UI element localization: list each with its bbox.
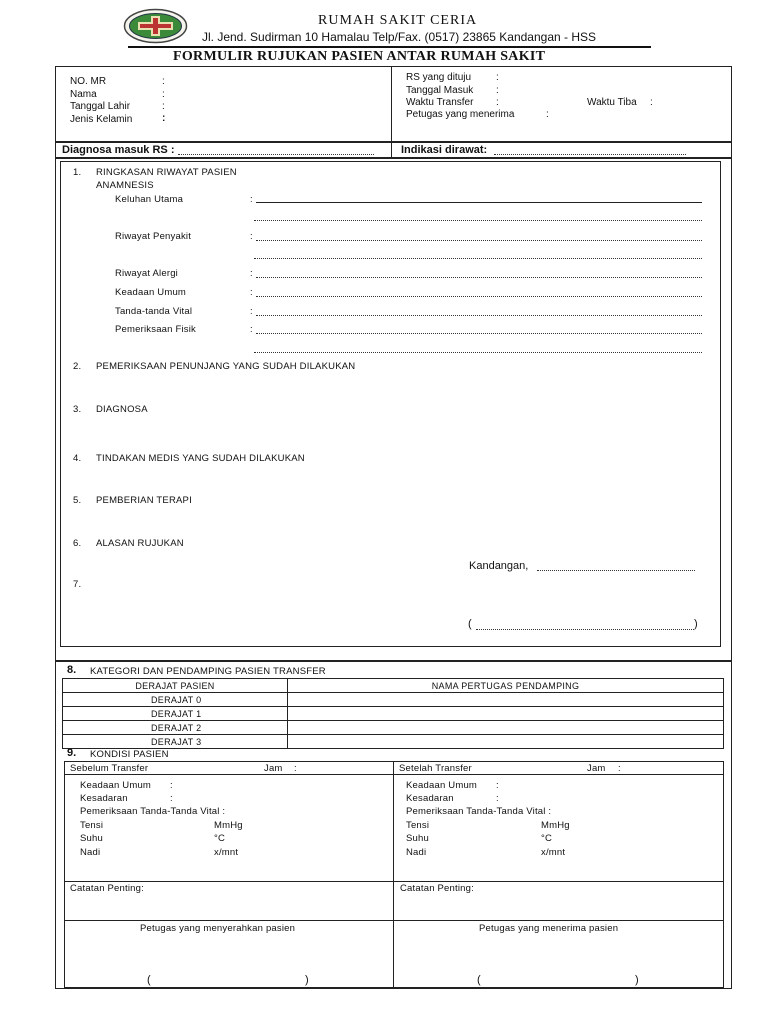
diagnosis-row-divider	[391, 142, 392, 158]
pemeriksaan-fisik-field[interactable]	[256, 333, 702, 334]
section-8-title: KATEGORI DAN PENDAMPING PASIEN TRANSFER	[90, 666, 326, 677]
petugas-menerima-field[interactable]: :	[546, 109, 549, 120]
before-keadaan-field[interactable]: :	[170, 780, 173, 791]
after-transfer-title: Setelah Transfer	[399, 763, 472, 774]
pendamping-field-3[interactable]	[288, 735, 724, 749]
section-6-title: ALASAN RUJUKAN	[96, 538, 184, 549]
header-divider	[128, 46, 651, 48]
keadaan-umum-label: Keadaan Umum	[115, 287, 187, 298]
derajat-1: DERAJAT 1	[63, 707, 288, 721]
doctor-sign-open: (	[468, 618, 472, 630]
pendamping-field-2[interactable]	[288, 721, 724, 735]
before-catatan-label: Catatan Penting:	[70, 883, 144, 894]
after-sign-open: (	[477, 974, 481, 986]
after-keadaan-field[interactable]: :	[496, 780, 499, 791]
before-sign-close: )	[305, 974, 309, 986]
indikasi-dirawat-label: Indikasi dirawat:	[401, 144, 488, 156]
riwayat-penyakit-field[interactable]	[256, 240, 702, 241]
place-date-field[interactable]	[537, 570, 695, 571]
keluhan-utama-field[interactable]	[256, 202, 702, 203]
after-sign-close: )	[635, 974, 639, 986]
riwayat-penyakit-label: Riwayat Penyakit	[115, 231, 192, 242]
doctor-signature-field[interactable]	[476, 629, 694, 630]
hospital-name: RUMAH SAKIT CERIA	[318, 13, 478, 25]
keadaan-umum-field[interactable]	[256, 296, 702, 297]
section-9-title: KONDISI PASIEN	[90, 749, 169, 760]
derajat-header: DERAJAT PASIEN	[63, 679, 288, 693]
derajat-2: DERAJAT 2	[63, 721, 288, 735]
derajat-3: DERAJAT 3	[63, 735, 288, 749]
before-jam-field[interactable]: :	[294, 763, 297, 774]
tanggal-masuk-label: Tanggal Masuk	[406, 85, 474, 96]
before-nadi-label: Nadi	[80, 847, 101, 858]
section-1-number: 1.	[73, 167, 82, 178]
section-7-number: 7.	[73, 579, 82, 590]
section-3-title: DIAGNOSA	[96, 404, 148, 415]
nama-label: Nama	[70, 89, 97, 100]
before-suhu-label: Suhu	[80, 833, 103, 844]
tanggal-lahir-label: Tanggal Lahir	[70, 101, 131, 112]
section-4-title: TINDAKAN MEDIS YANG SUDAH DILAKUKAN	[96, 453, 305, 464]
waktu-tiba-label: Waktu Tiba	[587, 97, 637, 108]
derajat-0: DERAJAT 0	[63, 693, 288, 707]
after-petugas-label: Petugas yang menerima pasien	[479, 923, 619, 934]
after-jam-field[interactable]: :	[618, 763, 621, 774]
after-suhu-unit: °C	[541, 833, 553, 844]
tanda-vital-label: Tanda-tanda Vital	[115, 306, 193, 317]
keluhan-utama-colon: :	[250, 194, 253, 205]
catatan-bottom-line	[64, 920, 724, 921]
doctor-sign-close: )	[694, 618, 698, 630]
after-kesadaran-label: Kesadaran	[406, 793, 454, 804]
before-tensi-label: Tensi	[80, 820, 104, 831]
place-date-label: Kandangan,	[469, 560, 529, 572]
section-6-number: 6.	[73, 538, 82, 549]
jenis-kelamin-field[interactable]: :	[162, 113, 166, 124]
section-3-number: 3.	[73, 404, 82, 415]
pemeriksaan-fisik-label: Pemeriksaan Fisik	[115, 324, 197, 335]
tanggal-lahir-field[interactable]: :	[162, 101, 165, 112]
before-tensi-unit: MmHg	[214, 820, 243, 831]
after-keadaan-label: Keadaan Umum	[406, 780, 478, 791]
tanggal-masuk-field[interactable]: :	[496, 85, 499, 96]
section-8-number: 8.	[67, 664, 77, 676]
section-5-number: 5.	[73, 495, 82, 506]
indikasi-dirawat-field[interactable]	[494, 154, 686, 155]
after-nadi-label: Nadi	[406, 847, 427, 858]
before-sign-open: (	[147, 974, 151, 986]
anamnesis-label: ANAMNESIS	[96, 180, 154, 191]
no-mr-field[interactable]: :	[162, 76, 165, 87]
keluhan-utama-label: Keluhan Utama	[115, 194, 184, 205]
before-nadi-unit: x/mnt	[214, 847, 239, 858]
form-title: FORMULIR RUJUKAN PASIEN ANTAR RUMAH SAKIT	[173, 49, 546, 64]
nama-pendamping-header: NAMA PERTUGAS PENDAMPING	[288, 679, 724, 693]
keadaan-umum-colon: :	[250, 287, 253, 298]
no-mr-label: NO. MR	[70, 76, 107, 87]
section-1-title: RINGKASAN RIWAYAT PASIEN	[96, 167, 237, 178]
before-keadaan-label: Keadaan Umum	[80, 780, 152, 791]
tanda-vital-field[interactable]	[256, 315, 702, 316]
after-jam-label: Jam	[587, 763, 606, 774]
after-tensi-label: Tensi	[406, 820, 430, 831]
catatan-top-line	[64, 881, 724, 882]
after-tensi-unit: MmHg	[541, 820, 570, 831]
patient-info-divider	[391, 66, 392, 142]
petugas-menerima-label: Petugas yang menerima	[406, 109, 515, 120]
hospital-logo-icon	[123, 8, 188, 44]
before-kesadaran-label: Kesadaran	[80, 793, 128, 804]
rs-dituju-label: RS yang dituju	[406, 72, 472, 83]
riwayat-alergi-label: Riwayat Alergi	[115, 268, 178, 279]
kondisi-divider	[393, 761, 394, 988]
before-jam-label: Jam	[264, 763, 283, 774]
waktu-transfer-label: Waktu Transfer	[406, 97, 474, 108]
pemeriksaan-fisik-colon: :	[250, 324, 253, 335]
waktu-transfer-field[interactable]: :	[496, 97, 499, 108]
after-suhu-label: Suhu	[406, 833, 429, 844]
pendamping-field-0[interactable]	[288, 693, 724, 707]
after-catatan-label: Catatan Penting:	[400, 883, 474, 894]
hospital-address: Jl. Jend. Sudirman 10 Hamalau Telp/Fax. (0517) 23865 Kandangan - HSS	[202, 30, 597, 44]
kategori-table	[62, 678, 724, 749]
section-2-number: 2.	[73, 361, 82, 372]
riwayat-alergi-colon: :	[250, 268, 253, 279]
after-kesadaran-field[interactable]: :	[496, 793, 499, 804]
jenis-kelamin-label: Jenis Kelamin	[70, 114, 133, 125]
waktu-tiba-field[interactable]: :	[650, 97, 653, 108]
kondisi-box	[64, 761, 724, 988]
diagnosa-masuk-label: Diagnosa masuk RS :	[62, 144, 175, 156]
after-header-line	[393, 774, 724, 775]
riwayat-penyakit-field-2[interactable]	[254, 258, 702, 259]
before-suhu-unit: °C	[214, 833, 226, 844]
riwayat-alergi-field[interactable]	[256, 277, 702, 278]
before-kesadaran-field[interactable]: :	[170, 793, 173, 804]
nama-field[interactable]: :	[162, 89, 165, 100]
section-4-number: 4.	[73, 453, 82, 464]
section-2-title: PEMERIKSAAN PENUNJANG YANG SUDAH DILAKUKAN	[96, 361, 356, 372]
before-ttv-label: Pemeriksaan Tanda-Tanda Vital :	[80, 806, 226, 817]
after-nadi-unit: x/mnt	[541, 847, 566, 858]
keluhan-utama-field-2[interactable]	[254, 220, 702, 221]
diagnosa-masuk-field[interactable]	[178, 154, 374, 155]
rs-dituju-field[interactable]: :	[496, 72, 499, 83]
section-9-number: 9.	[67, 747, 77, 759]
after-ttv-label: Pemeriksaan Tanda-Tanda Vital :	[406, 806, 552, 817]
before-petugas-label: Petugas yang menyerahkan pasien	[140, 923, 296, 934]
tanda-vital-colon: :	[250, 306, 253, 317]
pendamping-field-1[interactable]	[288, 707, 724, 721]
before-header-line	[64, 774, 393, 775]
before-transfer-title: Sebelum Transfer	[70, 763, 149, 774]
section-5-title: PEMBERIAN TERAPI	[96, 495, 192, 506]
pemeriksaan-fisik-field-2[interactable]	[254, 352, 702, 353]
riwayat-penyakit-colon: :	[250, 231, 253, 242]
